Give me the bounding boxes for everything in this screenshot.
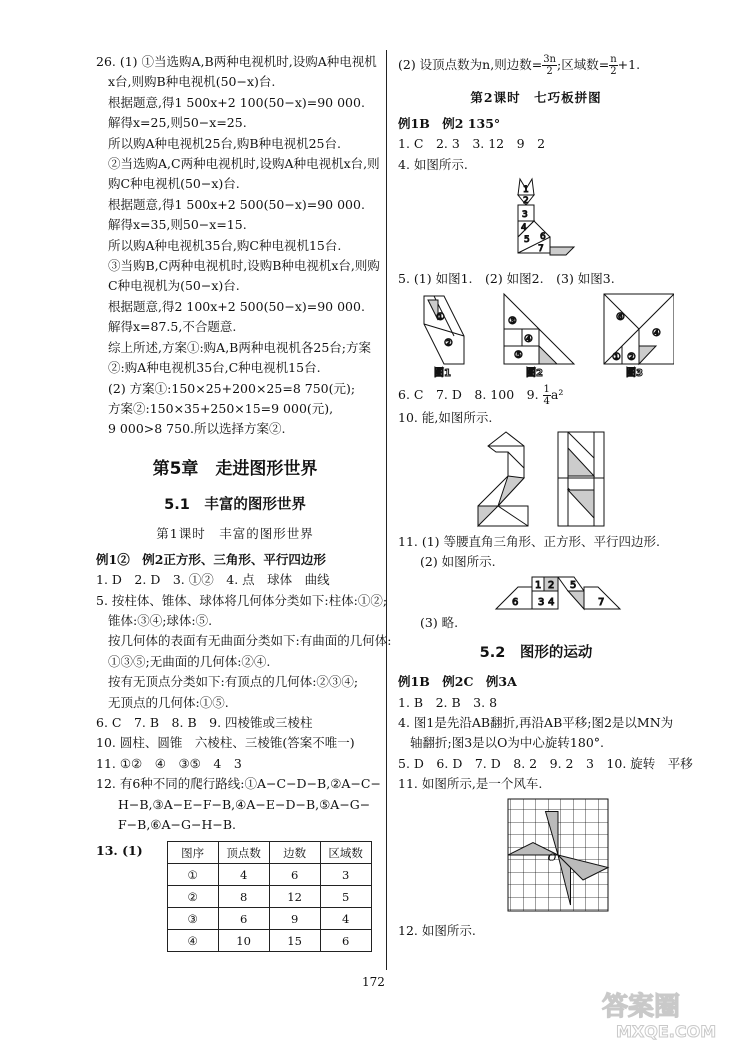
left-column: [96, 52, 392, 952]
watermark-text: 答案圈: [602, 992, 681, 1022]
q13-part2-text: +1.: [617, 57, 641, 72]
table-cell: 6: [320, 930, 371, 952]
answer-text: a²: [550, 386, 564, 402]
bridge-label: 2: [548, 579, 555, 591]
answer-line: 4. 图1是先沿AB翻折,再沿AB平移;图2是以MN为: [398, 715, 674, 731]
fig2-label: ⑤: [514, 349, 523, 361]
fraction-numerator: 3n: [543, 54, 556, 65]
table-cell: ④: [167, 930, 218, 952]
watermark-url: MXQE.COM: [616, 1022, 717, 1041]
digits-2-8-tangram-figure: [398, 428, 674, 532]
fig3-label: ②: [627, 351, 636, 363]
answer-line: 1. C 2. 3 3. 12 9 2: [398, 136, 546, 152]
q26-line: 根据题意,得1 500x+2 100(50−x)=90 000.: [108, 94, 365, 110]
fig3-caption: 图3: [626, 367, 643, 379]
answer-line: F−B,⑥A−G−H−B.: [118, 817, 237, 832]
answer-line: 11. 如图所示,是一个风车.: [398, 776, 543, 792]
answer-line-6-9: [398, 382, 674, 408]
fraction-edges: [542, 54, 557, 77]
table-header-row: [167, 842, 371, 864]
fig3-label: ⑥: [616, 311, 625, 323]
q13-label: 13. (1): [96, 843, 143, 859]
q26-line: x台,则购B种电视机(50−x)台.: [108, 74, 276, 90]
table-row: [167, 864, 371, 886]
table-cell: 6: [269, 864, 320, 886]
tangram-figures-1-3: [398, 290, 674, 382]
answer-line: 按有无顶点分类如下:有顶点的几何体:②③④;: [108, 674, 359, 690]
table-cell: 12: [269, 886, 320, 908]
fraction-quarter: [543, 384, 551, 407]
cat-label: 3: [522, 210, 528, 221]
bridge-label: 7: [598, 596, 605, 608]
lesson2-title: 第2课时 七巧板拼图: [470, 90, 602, 105]
q26-line: 解得x=87.5,不合题意.: [108, 319, 237, 335]
fraction-regions: [609, 54, 617, 77]
table-cell: ①: [167, 864, 218, 886]
answer-line: 4. 如图所示.: [398, 156, 468, 172]
answer-line: 无顶点的几何体:①⑤.: [108, 694, 229, 710]
answer-line: 5. D 6. D 7. D 8. 2 9. 2 3 10. 旋转 平移: [398, 755, 693, 771]
answer-line: 10. 圆柱、圆锥 六棱柱、三棱锥(答案不唯一): [96, 735, 355, 751]
section2-title: 5.2 图形的运动: [479, 645, 593, 662]
table-row: [167, 886, 371, 908]
q26-line: 购C种电视机(50−x)台.: [108, 176, 240, 192]
bridge-tangram-figure: [398, 573, 674, 613]
cat-label: 2: [523, 196, 529, 207]
fraction-numerator: 1: [543, 383, 550, 395]
fig3-label: ①: [612, 351, 621, 363]
question-13: [96, 841, 374, 952]
answer-line: 锥体:③④;球体:⑤.: [108, 612, 213, 628]
pinwheel-grid-figure: [398, 797, 674, 921]
q26-line: ③当购B,C两种电视机时,设购B种电视机x台,则购: [108, 258, 380, 274]
fig2-caption: 图2: [526, 367, 543, 379]
answer-line: 轴翻折;图3是以O为中心旋转180°.: [410, 735, 604, 751]
lesson-title: 第1课时 丰富的图形世界: [156, 525, 314, 541]
q26-line: 9 000>8 750.所以选择方案②.: [108, 421, 286, 437]
bridge-piece: [568, 591, 584, 609]
q26-line: (2) 方案①:150×25+200×25=8 750(元);: [108, 380, 356, 396]
table-header: 图序: [167, 842, 218, 864]
fraction-denominator: 4: [543, 395, 550, 407]
cat-label: 6: [540, 232, 546, 243]
answer-line: 6. C 7. B 8. B 9. 四棱锥或三棱柱: [96, 714, 313, 730]
q26-line: 根据题意,得1 500x+2 500(50−x)=90 000.: [108, 196, 365, 212]
table-cell: 9: [269, 908, 320, 930]
table-row: [167, 930, 371, 952]
q13-part2: [398, 52, 674, 78]
fig2-label: ④: [524, 333, 533, 345]
q13-part2-text: (2) 设顶点数为n,则边数=: [398, 57, 543, 72]
q26-line: 方案②:150×35+250×15=9 000(元),: [108, 400, 334, 416]
bridge-label: 3: [538, 596, 545, 608]
fraction-denominator: 2: [546, 66, 553, 77]
table-cell: 10: [218, 930, 269, 952]
cat-label: 7: [538, 244, 544, 255]
q26-line: 解得x=35,则50−x=15.: [108, 217, 247, 233]
cat-label: 4: [521, 223, 527, 234]
table-cell: 4: [320, 908, 371, 930]
vertex-edge-table: [167, 841, 372, 952]
table-cell: 5: [320, 886, 371, 908]
table-header: 区域数: [320, 842, 371, 864]
page-number: 172: [362, 975, 385, 989]
fraction-numerator: n: [610, 54, 617, 65]
q13-part2-text: ;区域数=: [557, 57, 610, 72]
bridge-label: 6: [512, 596, 519, 608]
watermark-logo: [598, 985, 748, 1043]
answer-line: 11. ①② ④ ③⑤ 4 3: [96, 755, 242, 771]
q26-line: 解得x=25,则50−x=25.: [108, 115, 247, 131]
cat-label: 1: [523, 185, 529, 196]
table-cell: 4: [218, 864, 269, 886]
digit-8-piece: [558, 432, 568, 526]
bridge-label: 1: [535, 579, 542, 591]
table-cell: 15: [269, 930, 320, 952]
cat-tail-piece: [550, 247, 574, 255]
answer-line: 12. 如图所示.: [398, 922, 476, 938]
answer-line: 1. D 2. D 3. ①② 4. 点 球体 曲线: [96, 572, 330, 588]
fig1-caption: 图1: [434, 367, 451, 379]
answer-line: 5. 按柱体、锥体、球体将几何体分类如下:柱体:①②;: [96, 592, 388, 608]
answer-text: 6. C 7. D 8. 100 9.: [398, 386, 543, 402]
table-cell: 8: [218, 886, 269, 908]
table-row: [167, 908, 371, 930]
answer-line: 按几何体的表面有无曲面分类如下:有曲面的几何体:: [108, 633, 392, 649]
fig2-label: ③: [508, 315, 517, 327]
bridge-label: 5: [570, 579, 577, 591]
q26-line: ②:购A种电视机35台,C种电视机15台.: [108, 360, 321, 376]
q26-line: C种电视机为(50−x)台.: [108, 278, 240, 294]
bridge-label: 4: [548, 596, 555, 608]
fig3-label: ④: [652, 327, 661, 339]
table-cell: ③: [167, 908, 218, 930]
cat-label: 5: [524, 235, 530, 246]
q26-line: 所以购A种电视机25台,购B种电视机25台.: [108, 135, 341, 151]
answer-line: (2) 如图所示.: [420, 554, 496, 570]
section-title: 5.1 丰富的图形世界: [164, 496, 306, 513]
right-column: [398, 52, 693, 941]
answer-line: 1. B 2. B 3. 8: [398, 694, 498, 710]
digit-8-piece: [594, 432, 604, 526]
fig1-label: ①: [436, 311, 445, 323]
table-cell: 3: [320, 864, 371, 886]
q26-line: 根据题意,得2 100x+2 500(50−x)=90 000.: [108, 298, 365, 314]
answer-line: (3) 略.: [420, 614, 459, 630]
chapter-title: 第5章 走进图形世界: [152, 458, 318, 479]
table-header: 边数: [269, 842, 320, 864]
answer-line: ①③⑤;无曲面的几何体:②④.: [108, 653, 271, 669]
table-cell: ②: [167, 886, 218, 908]
answer-line: 12. 有6种不同的爬行路线:①A−C−D−B,②A−C−: [96, 776, 381, 792]
answer-line: 5. (1) 如图1. (2) 如图2. (3) 如图3.: [398, 271, 615, 287]
cat-tangram-figure: [398, 177, 674, 265]
pinwheel-center-label: O: [548, 852, 557, 864]
fig1-label: ②: [444, 337, 453, 349]
answer-line: 例1B 例2 135°: [398, 116, 501, 131]
answer-line: 10. 能,如图所示.: [398, 409, 493, 425]
answer-line: 11. (1) 等腰直角三角形、正方形、平行四边形.: [398, 534, 661, 550]
answer-line: 例1B 例2C 例3A: [398, 674, 517, 690]
q26-line: 26. (1) ①当选购A,B两种电视机时,设购A种电视机: [96, 54, 377, 69]
column-divider: [386, 50, 387, 970]
q26-line: 综上所述,方案①:购A,B两种电视机各25台;方案: [108, 339, 371, 355]
fraction-denominator: 2: [610, 66, 617, 77]
answers-5-1: [96, 550, 392, 836]
table-header: 顶点数: [218, 842, 269, 864]
question-26: [96, 52, 380, 440]
answer-line: 例1② 例2正方形、三角形、平行四边形: [96, 551, 326, 567]
q26-line: ②当选购A,C两种电视机时,设购A种电视机x台,则: [108, 156, 380, 172]
q26-line: 所以购A种电视机35台,购C种电视机15台.: [108, 237, 342, 253]
answer-line: H−B,③A−E−F−B,④A−E−D−B,⑤A−G−: [118, 796, 371, 812]
table-cell: 6: [218, 908, 269, 930]
